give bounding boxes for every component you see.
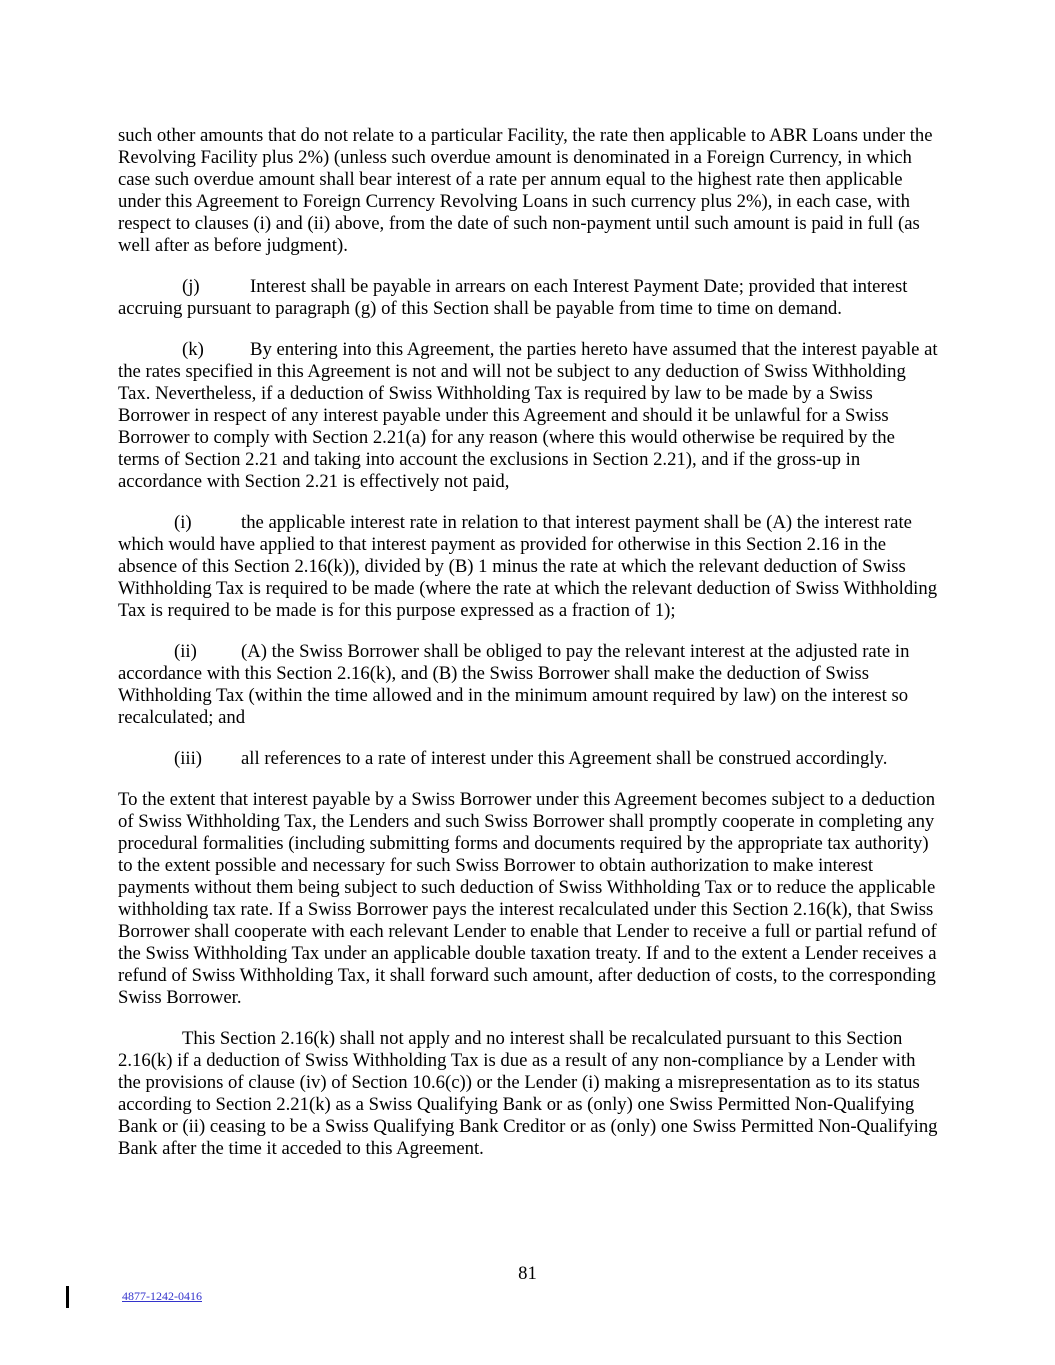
paragraph-intro-continuation <box>118 125 938 257</box>
document-id-link[interactable]: 4877-1242-0416 <box>122 1289 202 1303</box>
paragraph-cooperation <box>118 789 938 1009</box>
paragraph-text: the applicable interest rate in relation to that interest payment shall be (A) the interest rate which would have applied to that interest payment as provided for otherwise in this Section 2.16 in the absence of this Section 2.16(k)), divided by (B) 1 minus the rate at which the relevant deduction of Swiss Withholding Tax is required to be made (where the rate at which the relevant deduction of Swiss Withholding Tax is required to be made is for this purpose expressed as a fraction of 1); <box>118 512 938 621</box>
document-body <box>118 125 938 1160</box>
paragraph-subclause-i <box>118 512 938 622</box>
clause-label: (ii) <box>174 641 197 662</box>
paragraph-text: This Section 2.16(k) shall not apply and no interest shall be recalculated pursuant to this Section 2.16(k) if a deduction of Swiss Withholding Tax is due as a result of any non-compliance by a Lender with the provisions of clause (iv) of Section 10.6(c)) or the Lender (i) making a misrepresentation as to its status according to Section 2.21(k) as a Swiss Qualifying Bank or as (only) one Swiss Permitted Non-Qualifying Bank or (ii) ceasing to be a Swiss Qualifying Bank Creditor or as (only) one Swiss Permitted Non-Qualifying Bank after the time it acceded to this Agreement. <box>118 1028 938 1159</box>
paragraph-clause-k <box>118 339 938 493</box>
clause-label: (i) <box>174 512 192 533</box>
paragraph-subclause-iii <box>118 748 938 770</box>
paragraph-clause-j <box>118 276 938 320</box>
page-number: 81 <box>518 1263 537 1284</box>
paragraph-text: To the extent that interest payable by a Swiss Borrower under this Agreement becomes subject to a deduction of Swiss Withholding Tax, the Lenders and such Swiss Borrower shall promptly cooperate in completing any procedural formalities (including submitting forms and documents required by the appropriate tax authority) to the extent possible and necessary for such Swiss Borrower to obtain authorization to make interest payments without them being subject to such deduction of Swiss Withholding Tax or to reduce the applicable withholding tax rate. If a Swiss Borrower pays the interest recalculated under this Section 2.16(k), that Swiss Borrower shall cooperate with each relevant Lender to enable that Lender to receive a full or partial refund of the Swiss Withholding Tax under an applicable double taxation treaty. If and to the extent a Lender receives a refund of Swiss Withholding Tax, it shall forward such amount, after deduction of costs, to the corresponding Swiss Borrower. <box>118 789 937 1008</box>
paragraph-subclause-ii <box>118 641 938 729</box>
paragraph-exclusion <box>118 1028 938 1160</box>
paragraph-text: (A) the Swiss Borrower shall be obliged to pay the relevant interest at the adjusted rate in accordance with this Section 2.16(k), and (B) the Swiss Borrower shall make the deduction of Swiss Withholding Tax (within the time allowed and in the minimum amount required by law) on the interest so recalculated; and <box>118 641 910 728</box>
clause-label: (j) <box>182 276 200 297</box>
paragraph-text: By entering into this Agreement, the parties hereto have assumed that the interest payable at the rates specified in this Agreement is not and will not be subject to any deduction of Swiss Withholding Tax. Nevertheless, if a deduction of Swiss Withholding Tax is required by law to be made by a Swiss Borrower in respect of any interest payable under this Agreement and should it be unlawful for a Swiss Borrower to comply with Section 2.21(a) for any reason (where this would otherwise be required by the terms of Section 2.21 and taking into account the exclusions in Section 2.21), and if the gross-up in accordance with Section 2.21 is effectively not paid, <box>118 339 938 492</box>
paragraph-text: all references to a rate of interest under this Agreement shall be construed accordingly. <box>241 748 888 769</box>
revision-change-bar <box>66 1286 69 1308</box>
paragraph-text: Interest shall be payable in arrears on each Interest Payment Date; provided that interest accruing pursuant to paragraph (g) of this Section shall be payable from time to time on demand. <box>118 276 908 319</box>
clause-label: (iii) <box>174 748 203 769</box>
paragraph-text: such other amounts that do not relate to a particular Facility, the rate then applicable to ABR Loans under the Revolving Facility plus 2%) (unless such overdue amount is denominated in a Foreign Currency, in which case such overdue amount shall bear interest of a rate per annum equal to the highest rate then applicable under this Agreement to Foreign Currency Revolving Loans in such currency plus 2%), in each case, with respect to clauses (i) and (ii) above, from the date of such non-payment until such amount is paid in full (as well after as before judgment). <box>118 125 933 256</box>
clause-label: (k) <box>182 339 204 360</box>
